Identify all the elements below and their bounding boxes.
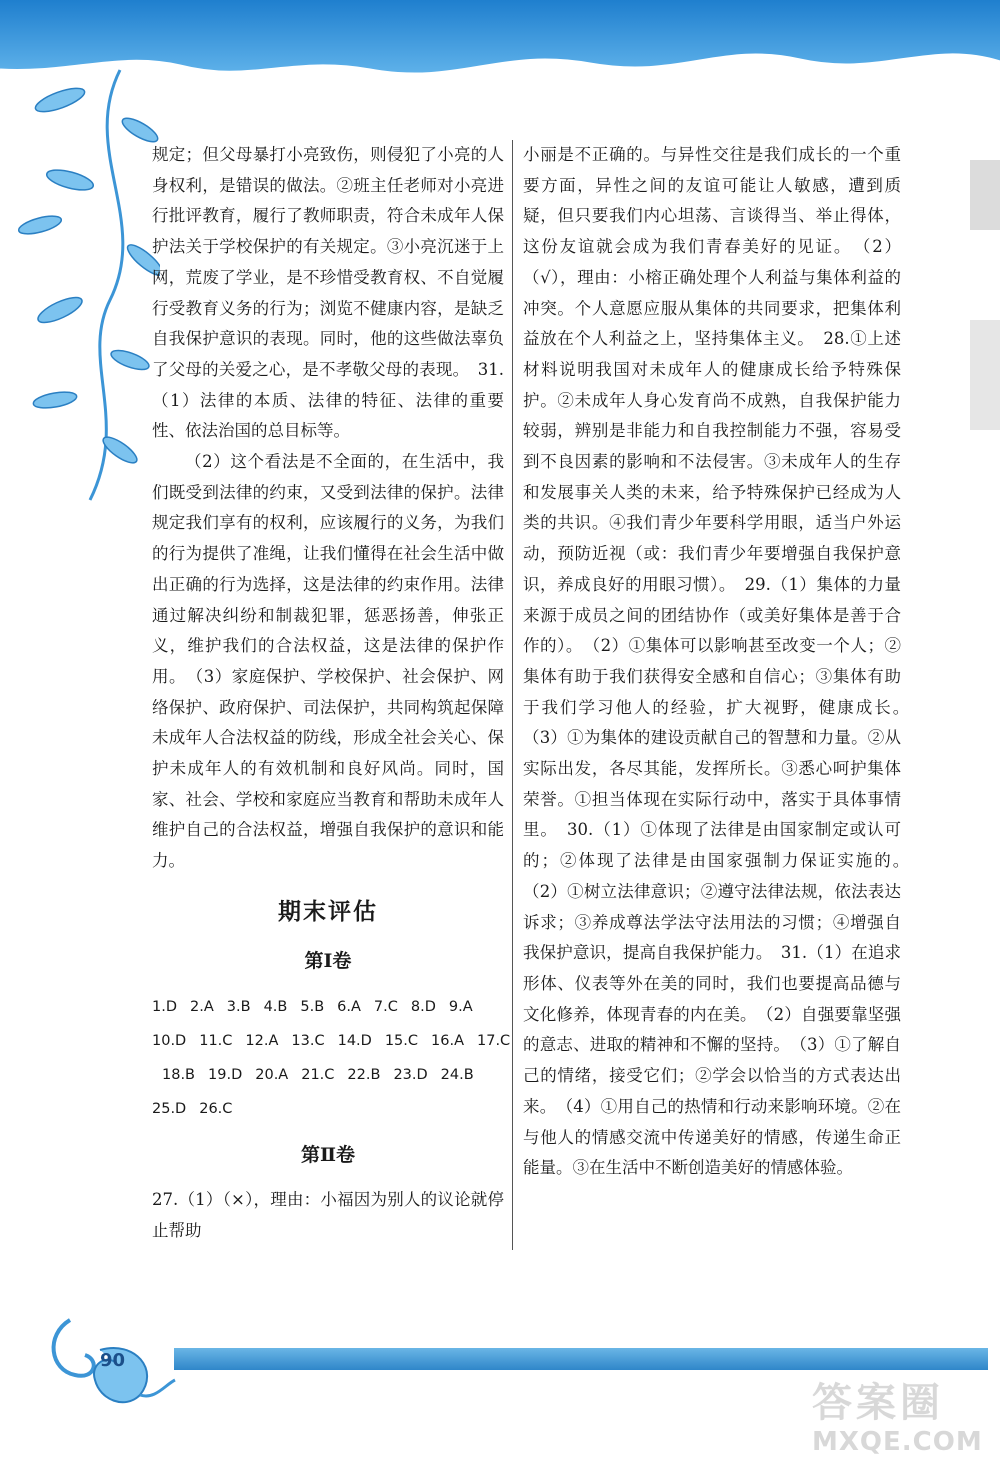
page-number: 90 — [100, 1350, 126, 1371]
answer-item: 14.D — [337, 1033, 372, 1050]
scan-edge-mark — [970, 160, 1000, 230]
answer-row — [152, 1092, 504, 1126]
answer-item: 25.D — [152, 1101, 187, 1118]
volume-1-title: 第Ⅰ卷 — [304, 949, 352, 972]
left-column — [152, 140, 511, 1246]
answer-item: 1.D — [152, 999, 177, 1016]
answer-row — [152, 990, 504, 1024]
answer-item: 3.B — [226, 999, 251, 1016]
answer-key — [152, 990, 511, 1126]
answer-item: 22.B — [347, 1067, 381, 1084]
watermark-logo-text: 答案圈 — [812, 1380, 944, 1426]
answer-item: 23.D — [393, 1067, 428, 1084]
watermark-site-text: MXQE.COM — [812, 1427, 983, 1457]
left-paragraph-1: 规定；但父母暴打小亮致伤，则侵犯了小亮的人身权利，是错误的做法。②班主任老师对小亮进行批评教育，履行了教师职责，符合未成年人保护法关于学校保护的有关规定。③小亮沉迷于上网，荒废了学业，是不珍惜受教育权、不自觉履行受教育义务的行为；浏览不健康内容，是缺乏自我保护意识的表现。同时，他的这些做法辜负了父母的关爱之心，是不孝敬父母的表现。 31.（1）法律的本质、法律的特征、法律的重要性、依法治国的总目标等。 — [152, 145, 504, 441]
answer-item: 4.B — [263, 999, 288, 1016]
answer-item: 13.C — [291, 1033, 325, 1050]
answer-item: 5.B — [300, 999, 325, 1016]
volume-2-title: 第Ⅱ卷 — [300, 1144, 355, 1167]
answer-item: 15.C — [384, 1033, 419, 1050]
answer-row — [152, 1058, 504, 1092]
answer-item: 18.B — [162, 1067, 196, 1084]
answer-item: 12.A — [245, 1033, 279, 1050]
footer-bar — [174, 1348, 988, 1370]
answer-row — [152, 1024, 511, 1058]
vine-decoration — [0, 60, 160, 520]
answer-item: 20.A — [255, 1067, 289, 1084]
answer-item: 24.B — [440, 1067, 474, 1084]
section-title: 期末评估 — [278, 897, 378, 925]
left-paragraph-3: 27.（1）（×），理由：小福因为别人的议论就停止帮助 — [152, 1189, 504, 1240]
answer-item: 10.D — [152, 1033, 187, 1050]
answer-item: 16.A — [431, 1033, 464, 1050]
right-column — [523, 140, 918, 1184]
answer-item: 7.C — [373, 999, 398, 1016]
answer-item: 2.A — [190, 999, 214, 1016]
answer-item: 9.A — [448, 999, 473, 1016]
watermark — [812, 1380, 992, 1464]
column-divider — [512, 140, 513, 1250]
answer-item: 11.C — [199, 1033, 233, 1050]
scan-edge-mark — [970, 320, 1000, 430]
answer-item: 21.C — [301, 1067, 335, 1084]
answer-item: 17.C — [477, 1033, 511, 1050]
right-paragraph-1: 小丽是不正确的。与异性交往是我们成长的一个重要方面，异性之间的友谊可能让人敏感，遭到质疑，但只要我们内心坦荡、言谈得当、举止得体，这份友谊就会成为我们青春美好的见证。 （2）（√），理由：小榕正确处理个人利益与集体利益的冲突。个人意愿应服从集体的共同要求，把集体利益放在个人利益之上，坚持集体主义。 28.①上述材料说明我国对未成年人的健康成长给予特殊保护。②未成年人身心发育尚不成熟，自我保护能力较弱，辨别是非能力和自我控制能力不强，容易受到不良因素的影响和不法侵害。③未成年人的生存和发展事关人类的未来，给予特殊保护已经成为人类的共识。④我们青少年要科学用眼，适当户外运动，预防近视（或：我们青少年要增强自我保护意识，养成良好的用眼习惯）。 29.（1）集体的力量来源于成员之间的团结协作（或美好集体是善于合作的）。 （2）①集体可以影响甚至改变一个人；②集体有助于我们获得安全感和自信心；③集体有助于我们学习他人的经验，扩大视野，健康成长。 （3）①为集体的建设贡献自己的智慧和力量。②从实际出发，各尽其能，发挥所长。③悉心呵护集体荣誉。①担当体现在实际行动中，落实于具体事情里。 30.（1）①体现了法律是由国家制定或认可的；②体现了法律是由国家强制力保证实施的。 （2）①树立法律意识；②遵守法律法规，依法表达诉求；③养成尊法学法守法用法的习惯；④增强自我保护意识，提高自我保护能力。 31.（1）在追求形体、仪表等外在美的同时，我们也要提高品德与文化修养，体现青春的内在美。 （2）自强要靠坚强的意志、进取的精神和不懈的坚持。 （3）①了解自己的情绪，接受它们；②学会以恰当的方式表达出来。 （4）①用自己的热情和行动来影响环境。②在与他人的情感交流中传递美好的情感，传递生命正能量。③在生活中不断创造美好的情感体验。 — [523, 145, 918, 1178]
answer-item: 8.D — [410, 999, 436, 1016]
answer-item: 6.A — [337, 999, 361, 1016]
answer-item: 19.D — [208, 1067, 243, 1084]
answer-item: 26.C — [199, 1101, 233, 1118]
left-paragraph-2: （2）这个看法是不全面的，在生活中，我们既受到法律的约束，又受到法律的保护。法律规定我们享有的权利，应该履行的义务，为我们的行为提供了准绳，让我们懂得在社会生活中做出正确的行为选择，这是法律的约束作用。法律通过解决纠纷和制裁犯罪，惩恶扬善，伸张正义，维护我们的合法权益，这是法律的保护作用。 （3）家庭保护、学校保护、社会保护、网络保护、政府保护、司法保护，共同构筑起保障未成年人合法权益的防线，形成全社会关心、保护未成年人的有效机制和良好风尚。同时，国家、社会、学校和家庭应当教育和帮助未成年人维护自己的合法权益，增强自我保护的意识和能力。 — [152, 452, 504, 871]
